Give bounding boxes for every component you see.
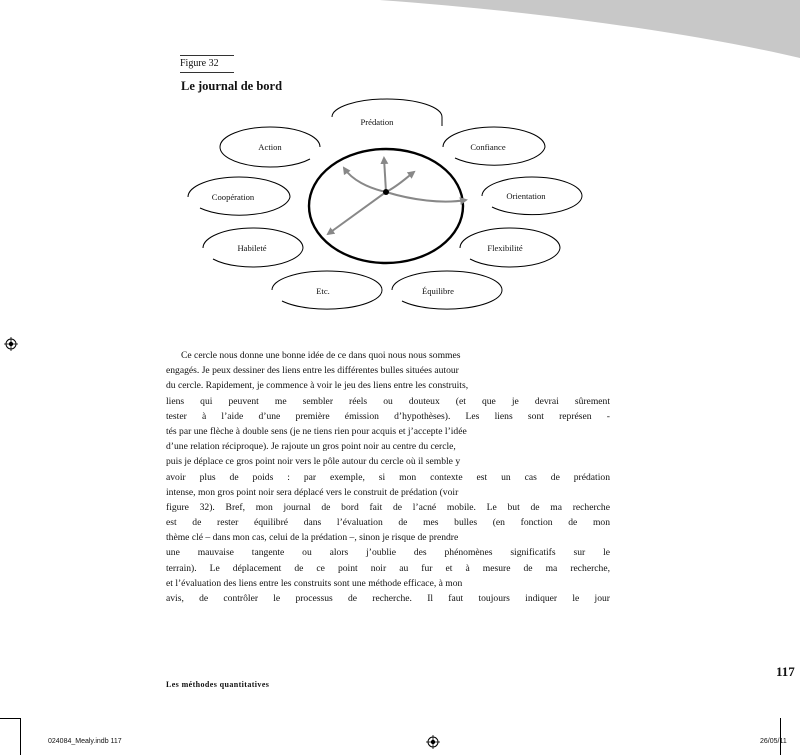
print-slug-file: 024084_Mealy.indb 117 [48,738,122,745]
paragraph-line: thème clé – dans mon cas, celui de la prédation –, sinon je risque de prendre [166,532,459,544]
page-number: 117 [776,664,795,679]
crop-line [780,718,781,755]
registration-mark-icon [426,735,440,749]
paragraph-line: engagés. Je peux dessiner des liens entre les différentes bulles situées autour [166,365,459,377]
central-circle [309,149,463,263]
body-paragraph [166,348,610,606]
paragraph-line: terrain). Le déplacement de ce point noir au fur et à mesure de ma recherche, [166,562,610,574]
paragraph-line: du cercle. Rapidement, je commence à voir le jeu des liens entre les construits, [166,380,469,392]
paragraph-line: tés par une flèche à double sens (je ne tiens rien pour acquis et j’accepte l’idée [166,425,467,437]
figure-label: Figure 32 [180,55,234,73]
paragraph-line: intense, mon gros point noir sera déplacé vers le construit de prédation (voir [166,486,459,498]
arrow-to-predation [384,158,386,192]
registration-mark-icon [4,337,18,351]
running-footer: Les méthodes quantitatives [166,680,270,689]
bubble-label-action: Action [258,142,282,152]
page-corner-swoosh [0,0,800,70]
paragraph-line: tester à l’aide d’une première émission d’hypothèses). Les liens sont représen - [166,410,610,422]
bubble-label-habilete: Habileté [237,243,267,253]
paragraph-line: avoir plus de poids : par exemple, si mon contexte est un cas de prédation [166,471,610,483]
arrow-to-orientation [386,192,466,202]
paragraph-line: puis je déplace ce gros point noir vers le pôle autour du cercle où il semble y [166,456,461,468]
print-slug-date: 26/05/11 [760,738,787,745]
bubble-label-flexibilite: Flexibilité [487,243,523,253]
paragraph-line: une mauvaise tangente ou alors j’oublie des phénomènes significatifs sur le [166,547,610,559]
crop-line [20,718,21,755]
paragraph-line: avis, de contrôler le processus de recherche. Il faut toujours indiquer le jour [166,593,610,604]
bubble-label-predation: Prédation [360,117,394,127]
paragraph-line: Ce cercle nous donne une bonne idée de ce dans quoi nous nous sommes [181,350,461,361]
crop-line [0,718,20,719]
bubble-label-cooperation: Coopération [211,192,255,202]
bubble-label-confiance: Confiance [470,142,506,152]
bubble-label-etc: Etc. [316,286,330,296]
paragraph-line: est de rester équilibré dans l’évaluation de mes bulles (en fonction de mon [166,517,610,529]
paragraph-line: et l’évaluation des liens entre les construits sont une méthode efficace, à mon [166,577,463,589]
arrow-to-action [344,168,386,192]
journal-diagram [180,96,620,318]
paragraph-line: d’une relation réciproque). Je rajoute un gros point noir au centre du cercle, [166,441,456,453]
paragraph-line: figure 32). Bref, mon journal de bord fait de l’acné mobile. Le but de ma recherche [166,501,610,513]
paragraph-line: liens qui peuvent me sembler réels ou douteux (et que je devrai sûrement [166,395,610,407]
bubble-label-equilibre: Équilibre [422,286,454,296]
bubble-label-orientation: Orientation [506,191,546,201]
center-dot [383,189,389,195]
arrow-to-habilete [328,192,386,234]
figure-title: Le journal de bord [181,79,283,93]
arrow-to-confiance [386,172,414,192]
